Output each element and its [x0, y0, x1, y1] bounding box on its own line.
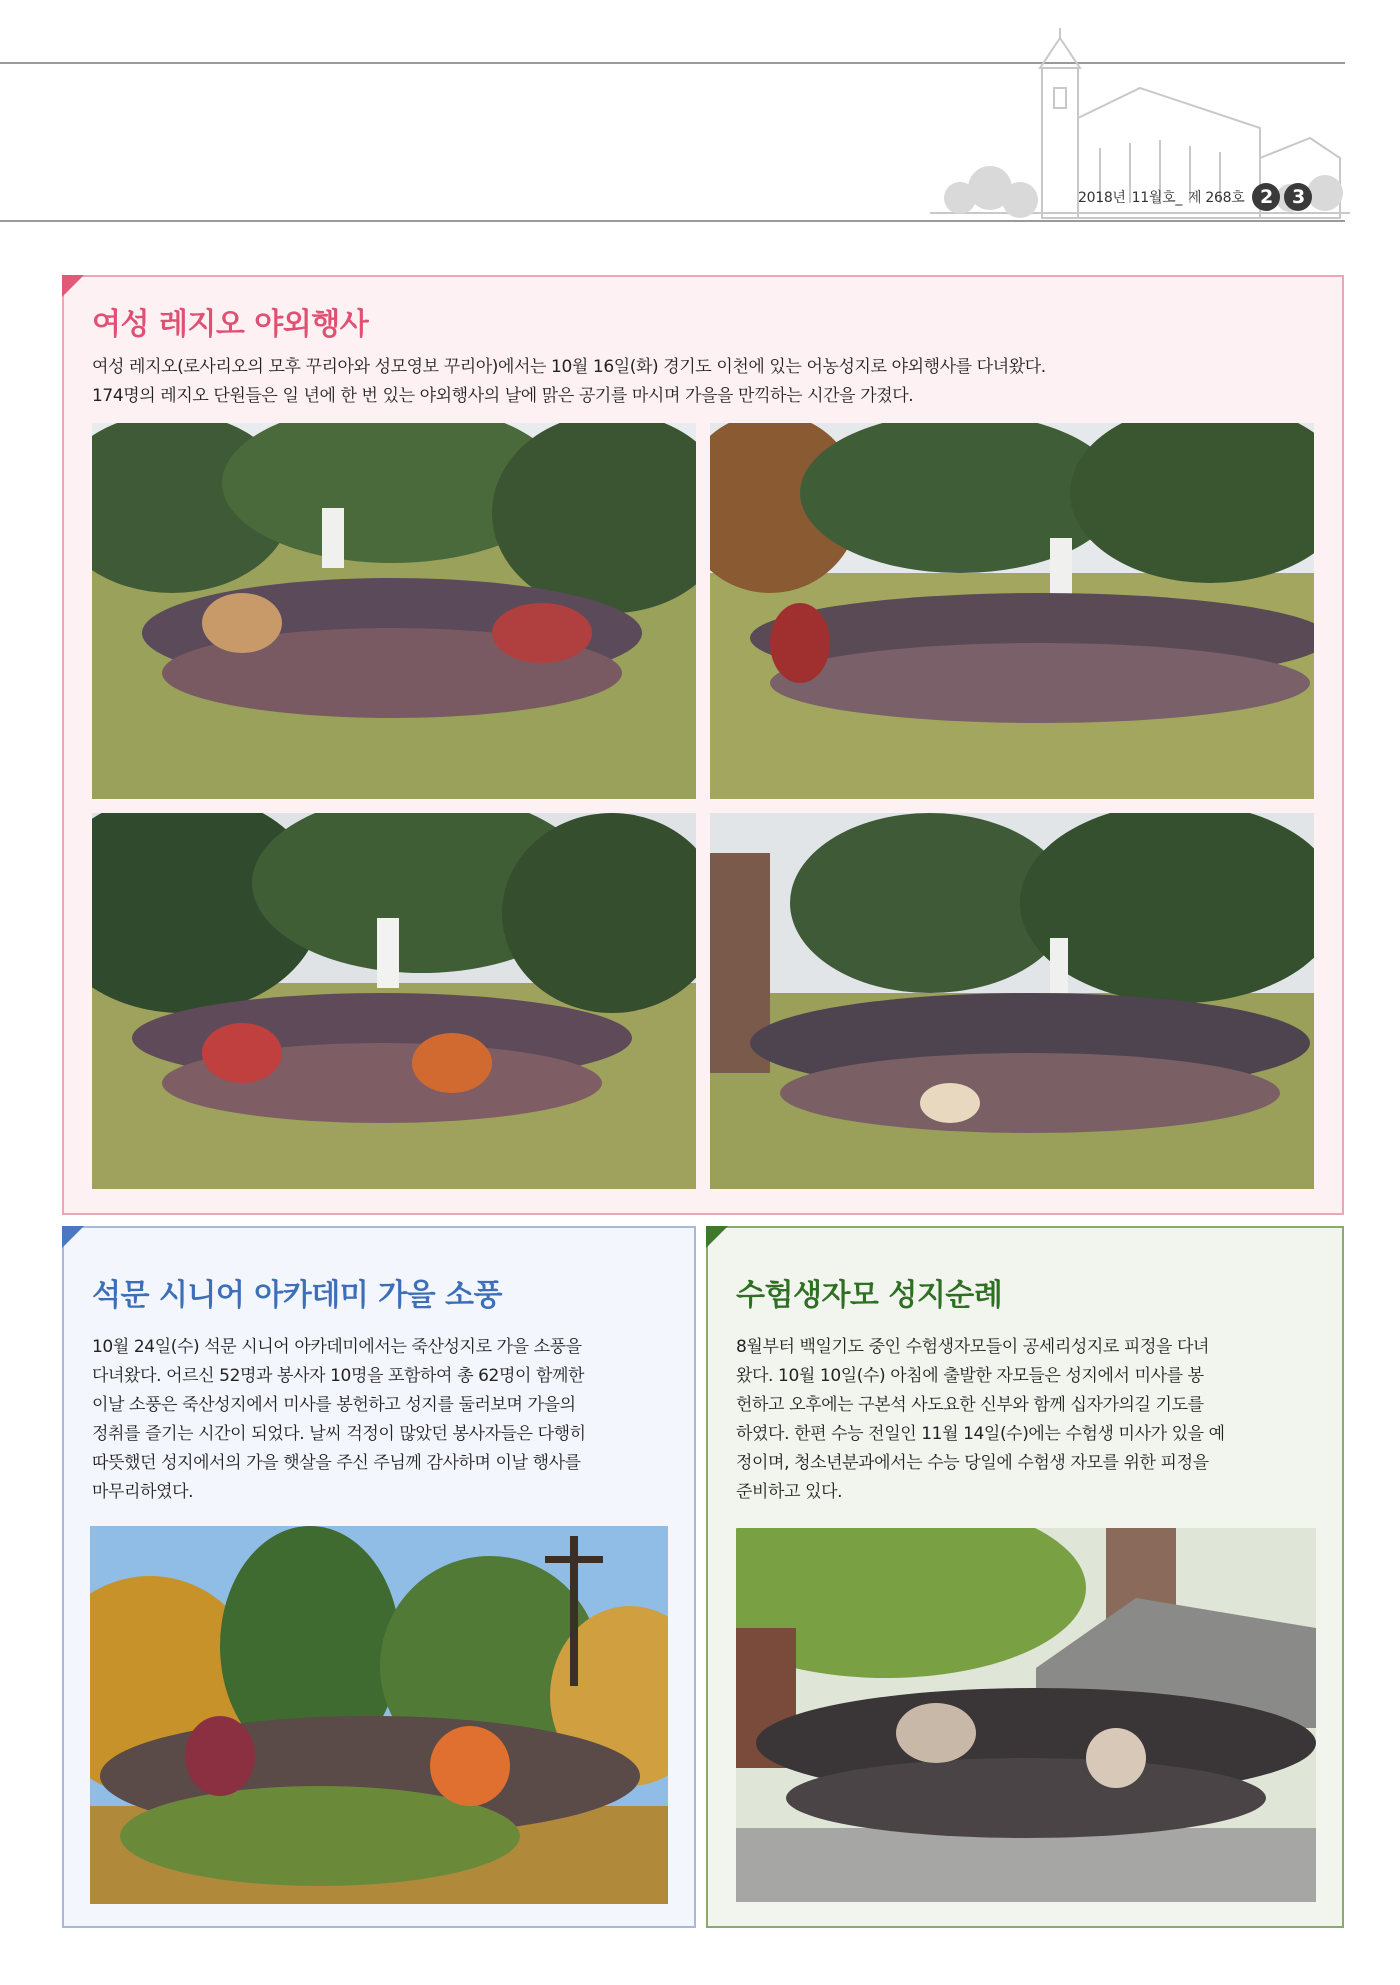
issue-number: 제 268호 — [1188, 190, 1245, 206]
issue-month: 11월호_ — [1131, 190, 1183, 206]
article-body — [736, 1333, 1316, 1507]
issue-year: 2018년 — [1078, 190, 1126, 206]
corner-accent — [62, 1226, 84, 1248]
body-line: 헌하고 오후에는 구본석 사도요한 신부와 함께 십자가의길 기도를 — [736, 1395, 1204, 1415]
body-line: 준비하고 있다. — [736, 1482, 843, 1502]
page-number-right: 3 — [1284, 183, 1312, 211]
group-photo-6 — [736, 1528, 1316, 1902]
article-legio — [62, 275, 1344, 1215]
article-body — [92, 353, 1312, 411]
group-photo-3 — [92, 813, 696, 1189]
body-line: 여성 레지오(로사리오의 모후 꾸리아와 성모영보 꾸리아)에서는 10월 16일(화) 경기도 이천에 있는 어농성지로 야외행사를 다녀왔다. — [92, 357, 1046, 377]
group-photo-1 — [92, 423, 696, 799]
body-line: 마무리하였다. — [92, 1482, 194, 1502]
body-line: 174명의 레지오 단원들은 일 년에 한 번 있는 야외행사의 날에 맑은 공기를 마시며 가을을 만끽하는 시간을 가졌다. — [92, 386, 914, 406]
body-line: 정취를 즐기는 시간이 되었다. 날씨 걱정이 많았던 봉사자들은 다행히 — [92, 1424, 586, 1444]
article-body — [92, 1333, 670, 1507]
corner-accent — [62, 275, 84, 297]
body-line: 다녀왔다. 어르신 52명과 봉사자 10명을 포함하여 총 62명이 함께한 — [92, 1366, 585, 1386]
body-line: 왔다. 10월 10일(수) 아침에 출발한 자모들은 성지에서 미사를 봉 — [736, 1366, 1204, 1386]
article-senior-academy — [62, 1226, 696, 1928]
body-line: 따뜻했던 성지에서의 가을 햇살을 주신 주님께 감사하며 이날 행사를 — [92, 1453, 581, 1473]
issue-info — [1078, 180, 1312, 214]
article-pilgrimage — [706, 1226, 1344, 1928]
body-line: 하였다. 한편 수능 전일인 11월 14일(수)에는 수험생 미사가 있을 예 — [736, 1424, 1225, 1444]
article-title: 수험생자모 성지순례 — [736, 1278, 1003, 1313]
body-line: 8월부터 백일기도 중인 수험생자모들이 공세리성지로 피정을 다녀 — [736, 1337, 1210, 1357]
group-photo-2 — [710, 423, 1314, 799]
body-line: 이날 소풍은 죽산성지에서 미사를 봉헌하고 성지를 둘러보며 가을의 — [92, 1395, 576, 1415]
corner-accent — [706, 1226, 728, 1248]
header-rule-bottom — [0, 220, 1345, 222]
page-number-left: 2 — [1252, 183, 1280, 211]
body-line: 10월 24일(수) 석문 시니어 아카데미에서는 죽산성지로 가을 소풍을 — [92, 1337, 582, 1357]
group-photo-5 — [90, 1526, 668, 1904]
article-title: 석문 시니어 아카데미 가을 소풍 — [92, 1278, 503, 1313]
article-title: 여성 레지오 야외행사 — [92, 307, 369, 342]
body-line: 정이며, 청소년분과에서는 수능 당일에 수험생 자모를 위한 피정을 — [736, 1453, 1209, 1473]
group-photo-4 — [710, 813, 1314, 1189]
